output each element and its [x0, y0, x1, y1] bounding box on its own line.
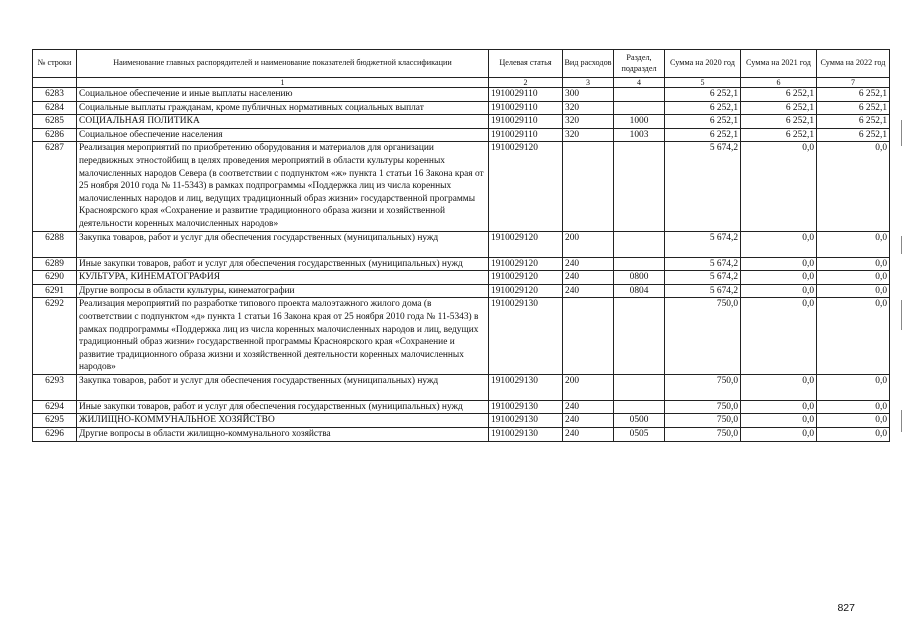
row-name: СОЦИАЛЬНАЯ ПОЛИТИКА — [77, 115, 489, 129]
row-sum-2022: 6 252,1 — [817, 101, 890, 115]
table-row — [33, 257, 890, 271]
row-name: Социальное обеспечение и иные выплаты населению — [77, 88, 489, 102]
row-target: 1910029120 — [489, 257, 563, 271]
row-number: 6290 — [33, 271, 77, 285]
row-razdel: 0505 — [614, 428, 665, 442]
row-sum-2021: 0,0 — [741, 142, 817, 231]
row-sum-2022: 6 252,1 — [817, 115, 890, 129]
row-sum-2021: 6 252,1 — [741, 101, 817, 115]
table-row — [33, 428, 890, 442]
row-name: Иные закупки товаров, работ и услуг для обеспечения государственных (муниципальных) нужд — [77, 257, 489, 271]
column-number: 1 — [77, 78, 489, 88]
row-name: Другие вопросы в области жилищно-коммунального хозяйства — [77, 428, 489, 442]
row-target: 1910029130 — [489, 414, 563, 428]
row-vid: 240 — [563, 271, 614, 285]
row-name: Социальное обеспечение населения — [77, 128, 489, 142]
row-vid: 240 — [563, 284, 614, 298]
row-vid: 240 — [563, 428, 614, 442]
table-row — [33, 101, 890, 115]
row-sum-2022: 0,0 — [817, 428, 890, 442]
page-number: 827 — [837, 602, 855, 614]
row-sum-2022: 6 252,1 — [817, 88, 890, 102]
row-sum-2021: 0,0 — [741, 428, 817, 442]
row-sum-2022: 0,0 — [817, 271, 890, 285]
row-name: Социальные выплаты гражданам, кроме публичных нормативных социальных выплат — [77, 101, 489, 115]
row-sum-2021: 0,0 — [741, 374, 817, 400]
row-sum-2022: 0,0 — [817, 400, 890, 414]
row-sum-2021: 0,0 — [741, 284, 817, 298]
table-row — [33, 284, 890, 298]
row-razdel: 0500 — [614, 414, 665, 428]
column-number: 6 — [741, 78, 817, 88]
column-number: 5 — [665, 78, 741, 88]
row-sum-2020: 5 674,2 — [665, 257, 741, 271]
table-row — [33, 400, 890, 414]
row-number: 6288 — [33, 231, 77, 257]
row-sum-2020: 5 674,2 — [665, 271, 741, 285]
table-row — [33, 88, 890, 102]
row-number: 6296 — [33, 428, 77, 442]
row-sum-2020: 750,0 — [665, 414, 741, 428]
row-sum-2022: 0,0 — [817, 142, 890, 231]
header-razdel: Раздел, подраздел — [614, 50, 665, 78]
row-sum-2022: 0,0 — [817, 284, 890, 298]
header-sum-2020: Сумма на 2020 год — [665, 50, 741, 78]
row-razdel: 0800 — [614, 271, 665, 285]
row-razdel — [614, 231, 665, 257]
table-row — [33, 271, 890, 285]
header-row — [33, 50, 890, 78]
row-number: 6292 — [33, 298, 77, 375]
row-sum-2021: 0,0 — [741, 271, 817, 285]
row-number: 6289 — [33, 257, 77, 271]
row-target: 1910029120 — [489, 284, 563, 298]
row-name: КУЛЬТУРА, КИНЕМАТОГРАФИЯ — [77, 271, 489, 285]
row-name: ЖИЛИЩНО-КОММУНАЛЬНОЕ ХОЗЯЙСТВО — [77, 414, 489, 428]
table-row — [33, 231, 890, 257]
row-sum-2020: 5 674,2 — [665, 142, 741, 231]
row-sum-2020: 750,0 — [665, 374, 741, 400]
row-sum-2021: 0,0 — [741, 298, 817, 375]
table-row — [33, 298, 890, 375]
row-sum-2022: 0,0 — [817, 414, 890, 428]
row-razdel: 1000 — [614, 115, 665, 129]
row-sum-2020: 750,0 — [665, 400, 741, 414]
row-target: 1910029130 — [489, 298, 563, 375]
row-name: Закупка товаров, работ и услуг для обеспечения государственных (муниципальных) нужд — [77, 231, 489, 257]
row-target: 1910029110 — [489, 115, 563, 129]
scan-edge-mark — [901, 236, 902, 254]
row-razdel — [614, 142, 665, 231]
row-sum-2022: 0,0 — [817, 257, 890, 271]
row-sum-2020: 6 252,1 — [665, 88, 741, 102]
column-number: 7 — [817, 78, 890, 88]
row-vid: 320 — [563, 101, 614, 115]
row-razdel — [614, 257, 665, 271]
table-row — [33, 374, 890, 400]
row-number: 6287 — [33, 142, 77, 231]
row-target: 1910029120 — [489, 271, 563, 285]
row-target: 1910029120 — [489, 142, 563, 231]
column-number: 4 — [614, 78, 665, 88]
row-target: 1910029110 — [489, 101, 563, 115]
row-vid: 240 — [563, 400, 614, 414]
row-sum-2021: 0,0 — [741, 257, 817, 271]
row-target: 1910029110 — [489, 128, 563, 142]
row-sum-2021: 6 252,1 — [741, 128, 817, 142]
row-sum-2020: 5 674,2 — [665, 284, 741, 298]
row-vid — [563, 142, 614, 231]
row-sum-2020: 6 252,1 — [665, 128, 741, 142]
header-target: Целевая статья — [489, 50, 563, 78]
row-vid: 320 — [563, 115, 614, 129]
row-name: Закупка товаров, работ и услуг для обеспечения государственных (муниципальных) нужд — [77, 374, 489, 400]
row-razdel — [614, 101, 665, 115]
row-sum-2022: 0,0 — [817, 298, 890, 375]
table-row — [33, 115, 890, 129]
row-target: 1910029130 — [489, 374, 563, 400]
row-razdel — [614, 88, 665, 102]
row-number: 6284 — [33, 101, 77, 115]
row-sum-2021: 6 252,1 — [741, 88, 817, 102]
row-number: 6294 — [33, 400, 77, 414]
row-target: 1910029130 — [489, 400, 563, 414]
header-name: Наименование главных распорядителей и наименование показателей бюджетной классификации — [77, 50, 489, 78]
row-number: 6285 — [33, 115, 77, 129]
row-razdel: 0804 — [614, 284, 665, 298]
column-number — [33, 78, 77, 88]
row-target: 1910029110 — [489, 88, 563, 102]
table-row — [33, 128, 890, 142]
row-vid: 200 — [563, 231, 614, 257]
row-sum-2020: 6 252,1 — [665, 115, 741, 129]
header-row-no: № строки — [33, 50, 77, 78]
row-razdel — [614, 374, 665, 400]
row-number: 6293 — [33, 374, 77, 400]
row-target: 1910029130 — [489, 428, 563, 442]
row-number: 6286 — [33, 128, 77, 142]
row-sum-2020: 5 674,2 — [665, 231, 741, 257]
row-vid: 240 — [563, 414, 614, 428]
row-sum-2021: 0,0 — [741, 414, 817, 428]
header-sum-2022: Сумма на 2022 год — [817, 50, 890, 78]
row-sum-2021: 6 252,1 — [741, 115, 817, 129]
scan-edge-mark — [901, 300, 902, 330]
row-razdel: 1003 — [614, 128, 665, 142]
row-name: Иные закупки товаров, работ и услуг для обеспечения государственных (муниципальных) нужд — [77, 400, 489, 414]
row-sum-2022: 0,0 — [817, 374, 890, 400]
row-number: 6291 — [33, 284, 77, 298]
budget-table — [32, 49, 890, 442]
row-vid: 320 — [563, 128, 614, 142]
header-vid: Вид расходов — [563, 50, 614, 78]
row-number: 6283 — [33, 88, 77, 102]
row-sum-2020: 750,0 — [665, 298, 741, 375]
table-row — [33, 414, 890, 428]
row-sum-2021: 0,0 — [741, 400, 817, 414]
row-sum-2022: 0,0 — [817, 231, 890, 257]
column-number: 3 — [563, 78, 614, 88]
row-name: Реализация мероприятий по приобретению оборудования и материалов для организации передвижных этностойбищ в целях проведения мероприятий в области культуры коренных малочисленных народов Севера (в соответствии с подпунктом «ж» пункта 1 статьи 16 Закона края от 25 ноября 2010 года № 11-5343) в рамках подпрограммы «Поддержка лиц из числа коренных малочисленных народов и лиц, ведущих традиционный образ жизни» государственной программы Красноярского края «Сохранение и развитие традиционного образа жизни и хозяйственной деятельности коренных малочисленных народов» — [77, 142, 489, 231]
row-vid: 240 — [563, 257, 614, 271]
row-vid: 200 — [563, 374, 614, 400]
row-target: 1910029120 — [489, 231, 563, 257]
header-sum-2021: Сумма на 2021 год — [741, 50, 817, 78]
row-name: Другие вопросы в области культуры, кинематографии — [77, 284, 489, 298]
row-number: 6295 — [33, 414, 77, 428]
row-name: Реализация мероприятий по разработке типового проекта малоэтажного жилого дома (в соответствии с подпунктом «д» пункта 1 статьи 16 Закона края от 25 ноября 2010 года № 11-5343) в рамках подпрограммы «Поддержка лиц из числа коренных малочисленных народов и лиц, ведущих традиционный образ жизни» государственной программы Красноярского края «Сохранение и развитие традиционного образа жизни и хозяйственной деятельности коренных малочисленных народов» — [77, 298, 489, 375]
row-sum-2022: 6 252,1 — [817, 128, 890, 142]
column-number: 2 — [489, 78, 563, 88]
table-row — [33, 142, 890, 231]
row-vid — [563, 298, 614, 375]
row-sum-2020: 750,0 — [665, 428, 741, 442]
scan-edge-mark — [901, 120, 902, 146]
row-sum-2021: 0,0 — [741, 231, 817, 257]
column-number-row — [33, 78, 890, 88]
row-razdel — [614, 400, 665, 414]
row-vid: 300 — [563, 88, 614, 102]
scan-edge-mark — [901, 410, 902, 432]
row-sum-2020: 6 252,1 — [665, 101, 741, 115]
row-razdel — [614, 298, 665, 375]
